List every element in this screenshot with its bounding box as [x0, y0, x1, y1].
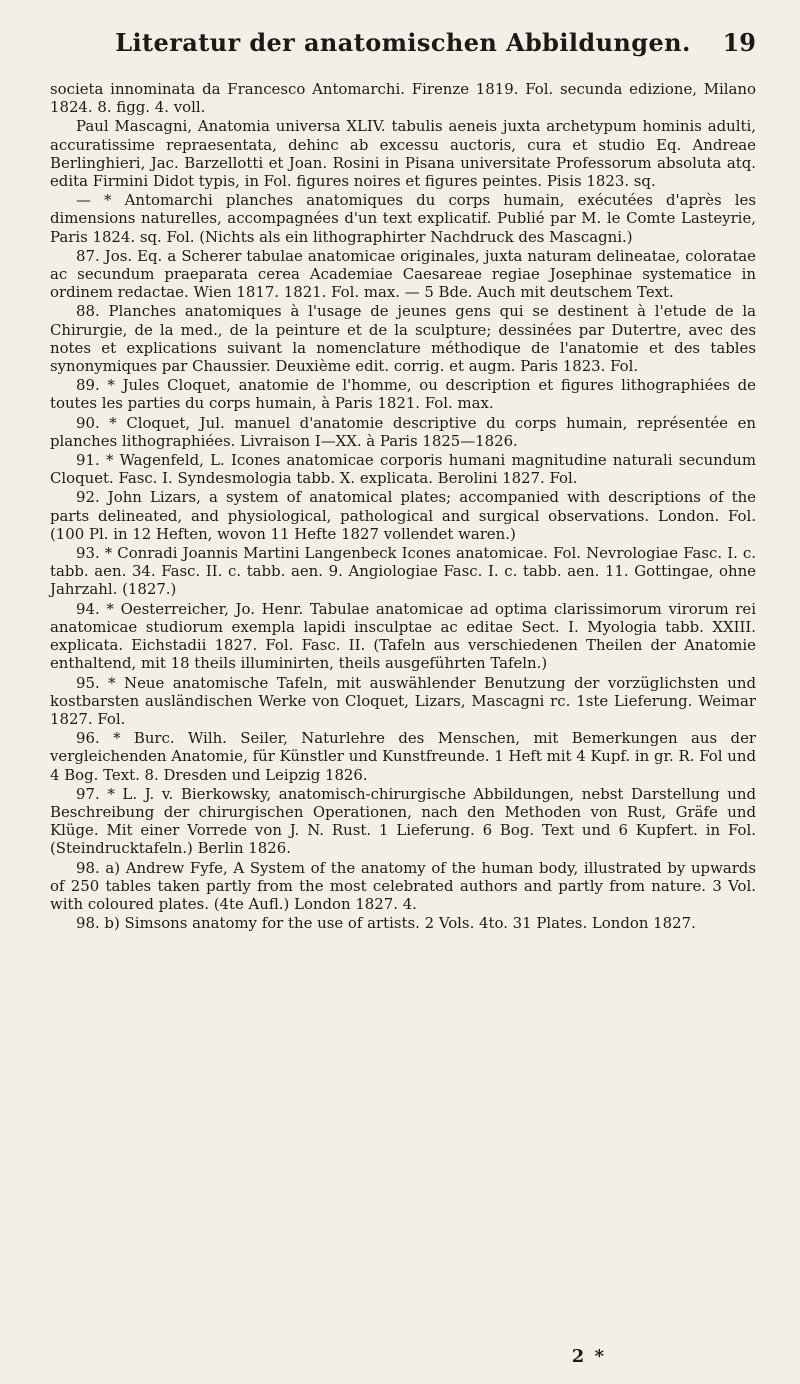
bibliography-entry: 98. b) Simsons anatomy for the use of artists. 2 Vols. 4to. 31 Plates. London 1827.: [76, 914, 696, 933]
bibliography-entry: Paul Mascagni, Anatomia universa XLIV. tabulis aeneis juxta archetypum hominis adulti, accuratissime repraesentata, dehinc ab excessu auctoris, cura et studio Eq. Andreae Berlinghieri, Jac. Barzellotti et Joan. Rosini in Pisana universitate Professorum absoluta atq. edita Firmini Didot typis, in Fol. figures noires et figures peintes. Pisis 1823. sq.: [50, 117, 756, 191]
running-title: Literatur der anatomischen Abbildungen.: [115, 28, 691, 57]
bibliography-entry: 93. * Conradi Joannis Martini Langenbeck Icones anatomicae. Fol. Nevrologiae Fasc. I. c. tabb. aen. 34. Fasc. II. c. tabb. aen. 9. Angiologiae Fasc. I. c. tabb. aen. 11. Gottingae, ohne Jahrzahl. (1827.): [50, 544, 756, 599]
bibliography-entry: 94. * Oesterreicher, Jo. Henr. Tabulae anatomicae ad optima clarissimorum virorum rei anatomicae studiorum exempla lapidi insculptae ac editae Sect. I. Myologia tabb. XXIII. explicata. Eichstadii 1827. Fol. Fasc. II. (Tafeln aus verschiedenen Theilen der Anatomie enthaltend, mit 18 theils illuminirten, theils ausgeführten Tafeln.): [50, 599, 756, 673]
bibliography-entry: — * Antomarchi planches anatomiques du corps humain, exécutées d'après les dimensions naturelles, accompagnées d'un text explicatif. Publié par M. le Comte Lasteyrie, Paris 1824. sq. Fol. (Nichts als ein lithographirter Nachdruck des Mascagni.): [50, 191, 756, 246]
bibliography-entry: 96. * Burc. Wilh. Seiler, Naturlehre des Menschen, mit Bemerkungen aus der vergleichenden Anatomie, für Künstler und Kunstfreunde. 1 Heft mit 4 Kupf. in gr. R. Fol und 4 Bog. Text. 8. Dresden und Leipzig 1826.: [50, 729, 756, 784]
bibliography-entries: [50, 80, 756, 933]
bibliography-entry: 87. Jos. Eq. a Scherer tabulae anatomicae originales, juxta naturam delineatae, coloratae ac secundum praeparata cerea Academiae Caesareae regiae Josephinae systematice in ordinem redactae. Wien 1817. 1821. Fol. max. — 5 Bde. Auch mit deutschem Text.: [50, 246, 756, 302]
page-header: [50, 22, 756, 68]
bibliography-entry: societa innominata da Francesco Antomarchi. Firenze 1819. Fol. secunda edizione, Milano 1824. 8. figg. 4. voll.: [50, 80, 756, 117]
bibliography-entry: 97. * L. J. v. Bierkowsky, anatomisch-chirurgische Abbildungen, nebst Darstellung und Beschreibung der chirurgischen Operationen, nach den Methoden von Rust, Gräfe und Klüge. Mit einer Vorrede von J. N. Rust. 1 Lieferung. 6 Bog. Text und 6 Kupfert. in Fol. (Steindrucktafeln.) Berlin 1826.: [50, 784, 756, 858]
bibliography-entry: 90. * Cloquet, Jul. manuel d'anatomie descriptive du corps humain, représentée en planches lithographiées. Livraison I—XX. à Paris 1825—1826.: [50, 413, 756, 450]
signature-mark: 2 *: [571, 1346, 606, 1367]
bibliography-entry: 95. * Neue anatomische Tafeln, mit auswählender Benutzung der vorzüglichsten und kostbarsten ausländischen Werke von Cloquet, Lizars, Mascagni rc. 1ste Lieferung. Weimar 1827. Fol.: [50, 673, 756, 728]
bibliography-entry: 88. Planches anatomiques à l'usage de jeunes gens qui se destinent à l'etude de la Chirurgie, de la med., de la peinture et de la sculpture; dessinées par Dutertre, avec des notes et explications suivant la nomenclature méthodique de l'anatomie et des tables synonymiques par Chaussier. Deuxième edit. corrig. et augm. Paris 1823. Fol.: [50, 302, 756, 376]
bibliography-entry: 92. John Lizars, a system of anatomical plates; accompanied with descriptions of the parts delineated, and physiological, pathological and surgical observations. London. Fol. (100 Pl. in 12 Heften, wovon 11 Hefte 1827 vollendet waren.): [50, 488, 756, 543]
bibliography-entry: 91. * Wagenfeld, L. Icones anatomicae corporis humani magnitudine naturali secundum Cloquet. Fasc. I. Syndesmologia tabb. X. explicata. Berolini 1827. Fol.: [50, 451, 756, 488]
page-number: 19: [722, 28, 756, 57]
bibliography-entry: 89. * Jules Cloquet, anatomie de l'homme, ou description et figures lithographiées de toutes les parties du corps humain, à Paris 1821. Fol. max.: [50, 376, 756, 413]
bibliography-entry: 98. a) Andrew Fyfe, A System of the anatomy of the human body, illustrated by upwards of 250 tables taken partly from the most celebrated authors and partly from nature. 3 Vol. with coloured plates. (4te Aufl.) London 1827. 4.: [50, 858, 756, 913]
book-page: [50, 0, 756, 1384]
